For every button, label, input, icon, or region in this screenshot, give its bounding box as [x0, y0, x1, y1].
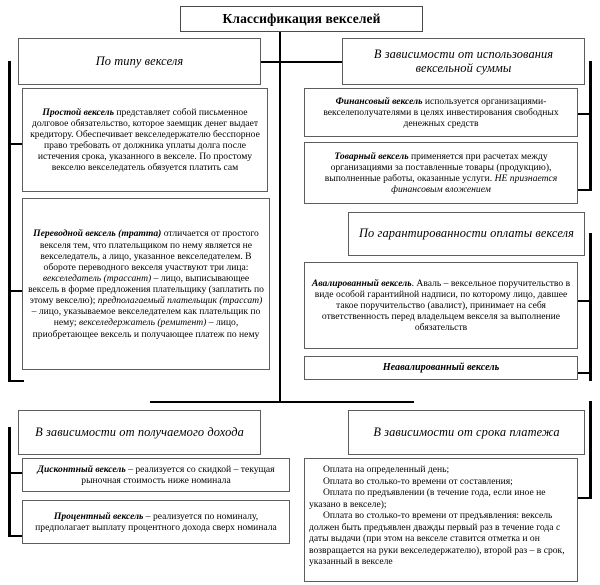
section-header-by-type — [18, 38, 261, 85]
payment-term-line: Оплата на определенный день; — [323, 464, 450, 475]
content-financial-bill — [304, 88, 578, 137]
bracket-by-income — [8, 427, 11, 537]
content-simple-bill — [22, 88, 268, 192]
bracket-stub-by-guarantee-item1 — [576, 372, 592, 374]
content-discount-bill-lead: Дисконтный вексель — [37, 463, 126, 475]
diagram-title — [180, 6, 423, 32]
content-transfer-bill-text-2: – лицо, выписывающее вексель в форме предложения плательщику (заплатить по этому векселю); — [28, 272, 264, 307]
content-transfer-bill-term-3: векселедержатель (ремитент) — [78, 317, 207, 329]
bracket-stub-by-use-item1 — [576, 189, 592, 191]
section-header-by-income — [18, 410, 261, 455]
content-avalized-bill — [304, 262, 578, 349]
bracket-by-term — [589, 401, 592, 499]
content-discount-bill-text: – реализуется со скидкой – текущая рыночная стоимость ниже номинала — [81, 463, 275, 486]
section-header-by-term-text: В зависимости от срока платежа — [373, 424, 560, 439]
connector-trunk-main — [279, 32, 281, 402]
content-simple-bill-lead: Простой вексель — [42, 106, 114, 118]
content-transfer-bill-lead: Переводной вексель (тратта) — [33, 228, 162, 240]
content-discount-bill — [22, 458, 290, 492]
payment-term-line: Оплата во столько-то времени от составления; — [323, 475, 513, 487]
bracket-by-type — [8, 61, 11, 382]
content-interest-bill-text: – реализуется по номиналу, предполагает выплату процентного дохода сверх номинала — [35, 510, 277, 533]
content-transfer-bill-text-4: – лицо, приобретающее вексель и получающее платеж по нему — [32, 317, 260, 340]
section-header-by-income-text: В зависимости от получаемого дохода — [35, 424, 244, 439]
content-non-avalized-bill — [304, 356, 578, 380]
diagram-title-text: Классификация векселей — [222, 10, 381, 26]
content-transfer-bill-term-1: векселедатель (трассант) — [42, 272, 152, 284]
content-transfer-bill-text: отличается от простого векселя тем, что плательщиком по нему является не векселедатель, а лицо, указанное векселедателем. В обороте переводного векселя участвуют три лица: — [39, 228, 259, 273]
content-commodity-bill-text: применяется при расчетах между организациями за поставленные товары (продукцию), выполненные работы, оказанные услуги. — [324, 150, 552, 184]
section-header-by-guarantee-text: По гарантированности оплаты векселя — [358, 226, 575, 241]
connector-bottom-left — [150, 401, 281, 403]
content-avalized-bill-lead: Авалированный вексель — [311, 277, 412, 289]
bracket-stub-by-term-item0 — [576, 497, 592, 499]
section-header-by-type-text: По типу векселя — [95, 53, 184, 68]
content-commodity-bill-lead: Товарный вексель — [334, 150, 409, 162]
bracket-by-guarantee — [589, 233, 592, 381]
section-header-by-use-text: В зависимости от использования вексельной суммы — [373, 47, 554, 75]
payment-term-line: Оплата по предъявлении (в течение года, если иное не указано в векселе); — [309, 487, 546, 510]
content-financial-bill-text: используется организациями-векселеполучателями в целях инвестирования свободных денежных средств — [323, 95, 559, 130]
content-commodity-bill — [304, 142, 578, 204]
bracket-stub-by-type-bottom — [8, 380, 24, 382]
bracket-stub-by-use-item0 — [576, 113, 592, 115]
bracket-by-use — [589, 61, 592, 191]
content-transfer-bill-text-3: – лицо, указываемое векселедателем как плательщик по нему; — [31, 306, 261, 329]
content-avalized-bill-text: . Аваль – вексельное поручительство в виде особой гарантийной надписи, по которому лицо, давшее такое поручительство (авалист), принимает на себя ответственность перед владельцем векселя за выполнение обязательств — [314, 277, 571, 334]
content-non-avalized-bill-text: Неавалированный вексель — [382, 362, 500, 374]
content-transfer-bill-term-2: предполагаемый плательщик (трассат) — [97, 295, 263, 307]
section-header-by-guarantee — [348, 212, 585, 256]
content-simple-bill-text: представляет собой письменное долговое обязательство, которое заемщик денег выдает кредитору. Обеспечивает векселедержателю бесспорное право требовать от должника уплаты долга после истечения срока, указанного в векселе. По простому векселю векселедатель обязуется платить сам — [30, 106, 260, 174]
content-payment-terms — [304, 458, 578, 582]
section-header-by-use — [342, 38, 585, 85]
content-interest-bill — [22, 500, 290, 544]
payment-term-line: Оплата во столько-то времени от предъявления: вексель должен быть предъявлен дважды первый раз в течение года с даты выдачи (при этом на векселе ставится отметка и он возвращается на руки векселедержателю), второй раз – в срок, указанный в векселе — [309, 510, 565, 567]
content-commodity-bill-emphasis: НЕ признается финансовым вложением — [391, 173, 558, 196]
bracket-stub-by-guarantee-item0 — [576, 300, 592, 302]
content-transfer-bill — [22, 198, 270, 370]
section-header-by-term — [348, 410, 585, 455]
content-financial-bill-lead: Финансовый вексель — [335, 95, 423, 107]
content-interest-bill-lead: Процентный вексель — [53, 510, 144, 522]
connector-bottom-right — [279, 401, 414, 403]
